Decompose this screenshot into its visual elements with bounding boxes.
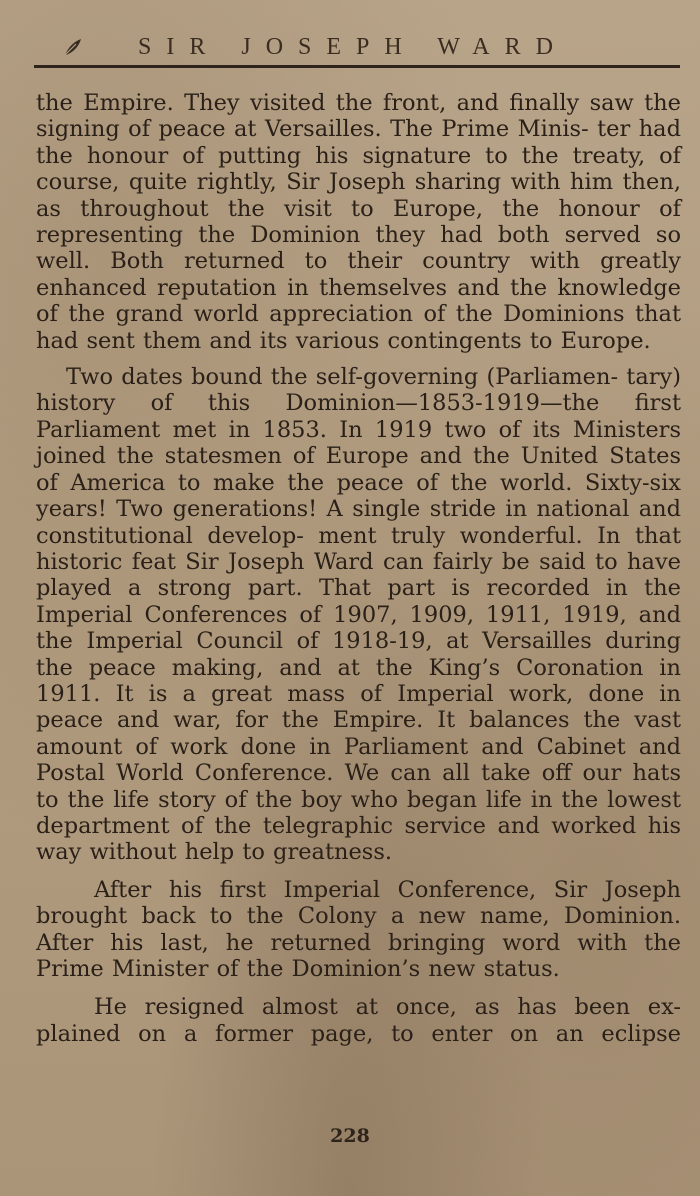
paragraph-1: the Empire. They visited the front, and finally saw the signing of peace at Versailles. The Prime Minis- ter had the honour of putting his signature to the treaty, of course, quite rightly, Sir Joseph sharing with him then, as throughout the visit to Europe, the honour of representing the Dominion they had both served so well. Both returned to their country with greatly enhanced reputation in themselves and the knowledge of the grand world appreciation of the Dominions that had sent them and its various contingents to Europe.: [36, 90, 681, 354]
paragraph-2: Two dates bound the self-governing (Parliamen- tary) history of this Dominion—1853-1919—the first Parliament met in 1853. In 1919 two of its Ministers joined the statesmen of Europe and the United States of America to make the peace of the world. Sixty-six years! Two generations! A single stride in national and constitutional develop- ment truly wonderful. In that historic feat Sir Joseph Ward can fairly be said to have played a strong part. That part is recorded in the Imperial Conferences of 1907, 1909, 1911, 1919, and the Imperial Council of 1918-19, at Versailles during the peace making, and at the King’s Coronation in 1911. It is a great mass of Imperial work, done in peace and war, for the Empire. It balances the vast amount of work done in Parliament and Cabinet and Postal World Conference. We can all take off our hats to the life story of the boy who began life in the lowest department of the telegraphic service and worked his way without help to greatness.: [36, 364, 681, 866]
paragraph-4: He resigned almost at once, as has been ex- plained on a former page, to enter on an eclipse: [36, 994, 681, 1047]
leaf-ornament-icon: [62, 36, 84, 58]
running-title: SIR JOSEPH WARD: [138, 34, 568, 60]
body-text: [36, 90, 681, 1047]
page-number: 228: [330, 1125, 370, 1147]
header-rule: [34, 65, 680, 68]
paragraph-3: After his first Imperial Conference, Sir Joseph brought back to the Colony a new name, Dominion. After his last, he returned bringing word with the Prime Minister of the Dominion’s new status.: [36, 876, 681, 982]
running-head: [34, 30, 680, 70]
